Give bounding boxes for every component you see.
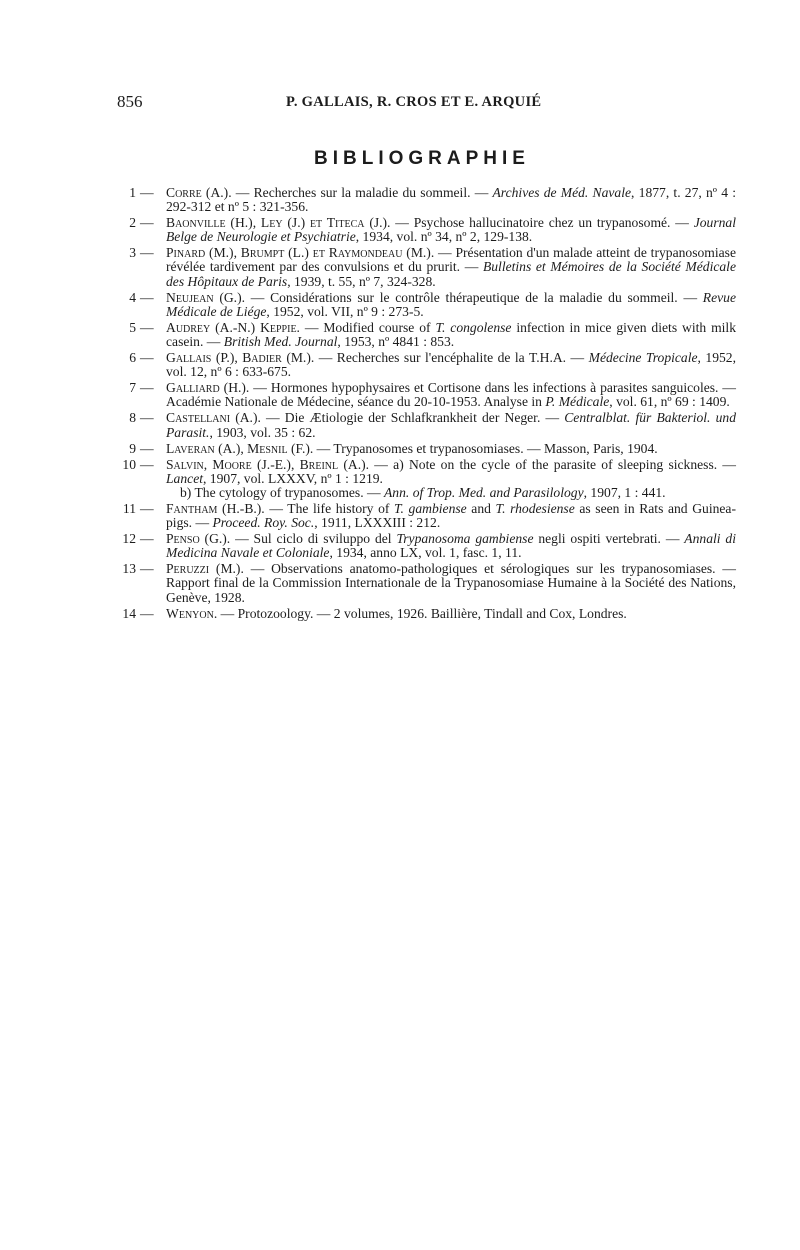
entry-text: and	[466, 500, 496, 516]
entry-dash: —	[140, 531, 154, 547]
entry-text: — Modified course of	[299, 319, 436, 335]
entry-text: b) The cytology of trypanosomes. —	[180, 484, 384, 500]
entry-text: , 1934, anno LX, vol. 1, fasc. 1, 11.	[329, 545, 522, 561]
bibliography-list	[112, 186, 736, 623]
bibliography-entry-1	[112, 186, 736, 214]
entry-number: 8	[129, 410, 136, 426]
running-title: P. GALLAIS, R. CROS ET E. ARQUIÉ	[286, 94, 542, 110]
entry-dash: —	[140, 319, 154, 335]
entry-journal: Ann. of Trop. Med. and Parasilology	[384, 484, 584, 500]
bibliography-entry-13	[112, 562, 736, 604]
entry-dash: —	[140, 456, 154, 472]
entry-authors: Fantham (H.-B.).	[166, 500, 265, 516]
bibliography-entry-11	[112, 502, 736, 530]
entry-text: — Sul ciclo di sviluppo del	[230, 531, 397, 547]
entry-text: — Die Ætiologie der Schlafkrankheit der Neger. —	[260, 410, 565, 426]
entry-number: 10	[122, 456, 136, 472]
entry-dash: —	[140, 561, 154, 577]
entry-authors: Penso (G.).	[166, 531, 231, 547]
entry-number: 11	[122, 500, 136, 516]
entry-text: , vol. 61, nº 69 : 1409.	[609, 394, 730, 410]
entry-text: , 1939, t. 55, nº 7, 324-328.	[287, 273, 436, 289]
entry-authors: Salvin, Moore (J.-E.), Breinl (A.).	[166, 456, 370, 472]
entry-text: — Recherches sur la maladie du sommeil. —	[231, 185, 493, 200]
entry-journal: Lancet	[166, 470, 203, 486]
entry-journal: T. rhodesiense	[495, 500, 575, 516]
entry-number: 12	[122, 531, 136, 547]
bibliography-entry-2	[112, 216, 736, 244]
entry-text: , 1877, t. 27, nº 4 : 292-312 et nº 5 : 321-356.	[166, 185, 736, 215]
entry-dash: —	[140, 245, 154, 261]
entry-text: — Considérations sur le contrôle thérapeutique de la maladie du sommeil. —	[245, 289, 703, 305]
entry-number: 13	[122, 561, 136, 577]
entry-journal: British Med. Journal	[223, 333, 338, 349]
entry-authors: Neujean (G.).	[166, 289, 245, 305]
entry-number: 4	[129, 289, 136, 305]
entry-dash: —	[140, 185, 154, 200]
entry-number: 2	[129, 215, 136, 231]
entry-journal: Centralblat. für Bakteriol. und Parasit.	[166, 410, 736, 440]
entry-text: — Trypanosomes et trypanosomiases. — Masson, Paris, 1904.	[313, 440, 658, 456]
bibliography-entry-4	[112, 291, 736, 319]
entry-text: — a) Note on the cycle of the parasite of sleeping sickness. —	[369, 456, 737, 472]
entry-journal: Trypanosoma gambiense	[396, 531, 534, 547]
entry-dash: —	[140, 410, 154, 426]
entry-text: , 1911, LXXXIII : 212.	[314, 515, 441, 531]
entry-journal: Annali di Medicina Navale et Coloniale	[166, 531, 736, 561]
entry-text: , 1952, vol. 12, nº 6 : 633-675.	[166, 350, 737, 380]
entry-text: , 1934, vol. nº 34, nº 2, 129-138.	[355, 229, 533, 245]
entry-authors: Galliard (H.).	[166, 380, 250, 396]
entry-number: 3	[129, 245, 136, 261]
entry-authors: Audrey (A.-N.) Keppie.	[166, 319, 300, 335]
bibliography-entry-8	[112, 411, 736, 439]
entry-text: — Recherches sur l'encéphalite de la T.H.A. —	[314, 350, 589, 366]
entry-number: 9	[129, 440, 136, 456]
entry-authors: Pinard (M.), Brumpt (L.) et Raymondeau (M.).	[166, 245, 435, 261]
entry-authors: Corre (A.).	[166, 185, 232, 200]
entry-dash: —	[140, 289, 154, 305]
bibliography-entry-9	[112, 442, 736, 456]
entry-text: , 1907, vol. LXXXV, nº 1 : 1219.	[203, 470, 383, 486]
bibliography-entry-3	[112, 246, 736, 288]
entry-dash: —	[140, 605, 154, 621]
entry-text: — Présentation d'un malade atteint de trypanosomiase révélée tardivement par des convulsions et du prurit. —	[166, 245, 736, 275]
entry-journal: Revue Médicale de Liége	[166, 289, 736, 319]
entry-journal: Journal Belge de Neurologie et Psychiatrie	[166, 215, 736, 245]
entry-text: — Hormones hypophysaires et Cortisone dans les infections à parasites sanguicoles. — Académie Nationale de Médecine, séance du 20-10-1953. Analyse in	[166, 380, 737, 410]
entry-number: 14	[122, 605, 136, 621]
entry-dash: —	[140, 215, 154, 231]
entry-number: 1	[129, 185, 136, 200]
entry-number: 5	[129, 319, 136, 335]
entry-text: — Protozoology. — 2 volumes, 1926. Baillière, Tindall and Cox, Londres.	[217, 605, 627, 621]
entry-text: — Psychose hallucinatoire chez un trypanosomé. —	[390, 215, 694, 231]
entry-authors: Wenyon.	[166, 605, 218, 621]
entry-text: negli ospiti vertebrati. —	[533, 531, 685, 547]
entry-text: — The life history of	[264, 500, 394, 516]
entry-dash: —	[140, 440, 154, 456]
page-number: 856	[117, 92, 143, 111]
bibliography-entry-6	[112, 351, 736, 379]
entry-subitem	[166, 486, 736, 500]
entry-text: — Observations anatomo-pathologiques et sérologiques sur les trypanosomiases. — Rapport final de la Commission Internationale de la Trypanosomiase Humaine à la Société des Nations, Genève, 1928.	[166, 561, 736, 605]
entry-journal: T. congolense	[435, 319, 512, 335]
entry-journal: P. Médicale	[545, 394, 610, 410]
entry-dash: —	[140, 350, 154, 366]
entry-text: , 1907, 1 : 441.	[583, 484, 666, 500]
entry-journal: Proceed. Roy. Soc.	[212, 515, 315, 531]
entry-text: as seen in Rats and Guinea-pigs. —	[166, 500, 736, 531]
bibliography-entry-14	[112, 607, 736, 621]
entry-number: 6	[129, 350, 136, 366]
entry-text: , 1903, vol. 35 : 62.	[209, 424, 316, 440]
bibliography-entry-10	[112, 458, 736, 500]
entry-authors: Baonville (H.), Ley (J.) et Titeca (J.).	[166, 215, 391, 231]
entry-text: infection in mice given diets with milk casein. —	[166, 319, 736, 349]
entry-dash: —	[140, 500, 154, 516]
entry-journal: Médecine Tropicale	[588, 350, 698, 366]
entry-journal: Bulletins et Mémoires de la Société Médicale des Hôpitaux de Paris	[166, 259, 736, 289]
entry-authors: Gallais (P.), Badier (M.).	[166, 350, 315, 366]
entry-journal: T. gambiense	[394, 500, 467, 516]
entry-authors: Peruzzi (M.).	[166, 561, 244, 577]
entry-dash: —	[140, 380, 154, 396]
entry-text: , 1952, vol. VII, nº 9 : 273-5.	[266, 303, 424, 319]
bibliography-entry-7	[112, 381, 736, 409]
entry-number: 7	[129, 380, 136, 396]
entry-journal: Archives de Méd. Navale	[492, 185, 632, 200]
entry-authors: Castellani (A.).	[166, 410, 261, 426]
entry-text: , 1953, nº 4841 : 853.	[337, 333, 455, 349]
entry-authors: Laveran (A.), Mesnil (F.).	[166, 440, 314, 456]
bibliography-entry-12	[112, 532, 736, 560]
bibliography-entry-5	[112, 321, 736, 349]
section-title: BIBLIOGRAPHIE	[314, 148, 530, 169]
